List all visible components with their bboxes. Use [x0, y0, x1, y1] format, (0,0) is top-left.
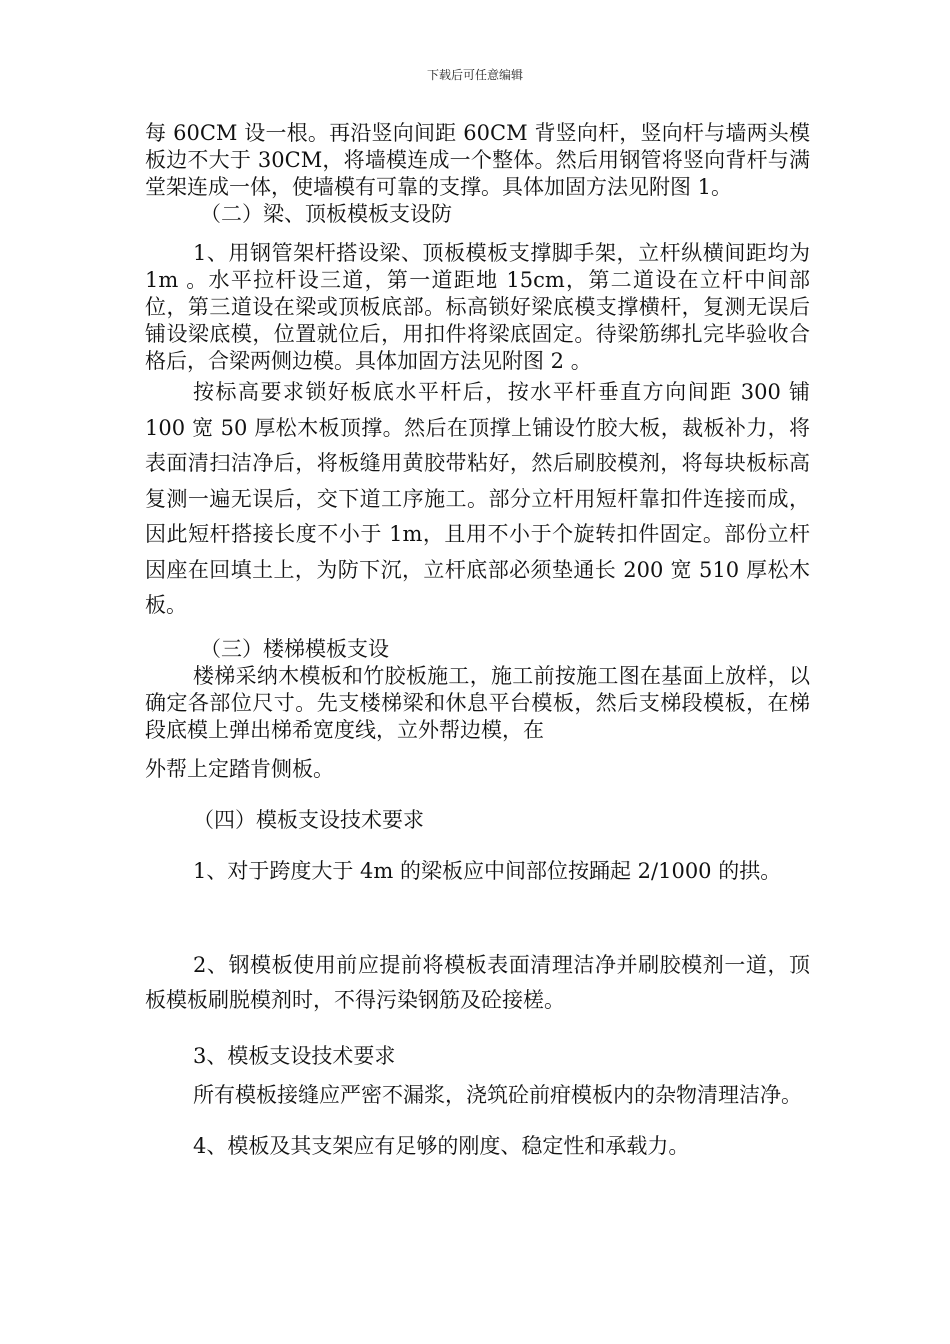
page-header: 下载后可任意编辑 — [426, 68, 523, 82]
document-body — [145, 120, 810, 1160]
section-heading-beam-slab: （二）梁、顶板模板支设防 — [200, 202, 452, 226]
section-heading-stairs: （三）楼梯模板支设 — [200, 636, 389, 661]
paragraph-stairs-continued: 外帮上定踏肯侧板。 — [145, 756, 334, 781]
requirement-2: 2、钢模板使用前应提前将模板表面清理洁净并刷胶模剂一道，顶板模板刷脱模剂时，不得污染钢筋及砼接槎。 — [145, 952, 810, 1012]
section-heading-requirements: （四）模板支设技术要求 — [193, 807, 424, 832]
paragraph-stairs: 楼梯采纳木模板和竹胶板施工，施工前按施工图在基面上放样，以确定各部位尺寸。先支楼梯梁和休息平台模板，然后支梯段模板，在梯段底模上弹出梯希宽度线，立外帮边模，在 — [145, 663, 810, 742]
paragraph-wall-formwork: 每 60CM 设一根。再沿竖向间距 60CM 背竖向杆，竖向杆与墙两头模板边不大于 30CM，将墙模连成一个整体。然后用钢管将竖向背杆与满堂架连成一体，使墙模有可靠的支撑。具体加固方法见附图 1。 — [145, 121, 810, 199]
requirement-3-heading: 3、模板支设技术要求 — [193, 1043, 396, 1068]
paragraph-slab-support: 按标高要求锁好板底水平杆后，按水平杆垂直方向间距 300 铺 100 宽 50 厚松木板顶撑。然后在顶撑上铺设竹胶大板，裁板补力，将表面清扫洁净后，将板缝用黄胶带粘好，然后刷胶模剂，将每块板标高复测一遍无误后，交下道工序施工。部分立杆用短杆靠扣件连接而成，因此短杆搭接长度不小于 1m，且用不小于个旋转扣件固定。部份立杆因座在回填土上，为防下沉，立杆底部必须垫通长 200 宽 510 厚松木板。 — [145, 380, 810, 617]
requirement-1: 1、对于跨度大于 4m 的梁板应中间部位按踊起 2/1000 的拱。 — [193, 858, 782, 883]
paragraph-joints: 所有模板接缝应严密不漏浆，浇筑砼前疳模板内的杂物清理洁净。 — [193, 1082, 802, 1107]
requirement-4: 4、模板及其支架应有足够的刚度、稳定性和承载力。 — [193, 1133, 690, 1158]
paragraph-scaffold: 1、用钢管架杆搭设梁、顶板模板支撑脚手架，立杆纵横间距均为 1m 。水平拉杆设三道，第一道距地 15cm，第二道设在立杆中间部位，第三道设在梁或顶板底部。标高锁好梁底模支撑横杆，复测无误后铺设梁底模，位置就位后，用扣件将梁底固定。待梁筋绑扎完毕验收合格后，合梁两侧边模。具体加固方法见附图 2 。 — [145, 241, 810, 373]
